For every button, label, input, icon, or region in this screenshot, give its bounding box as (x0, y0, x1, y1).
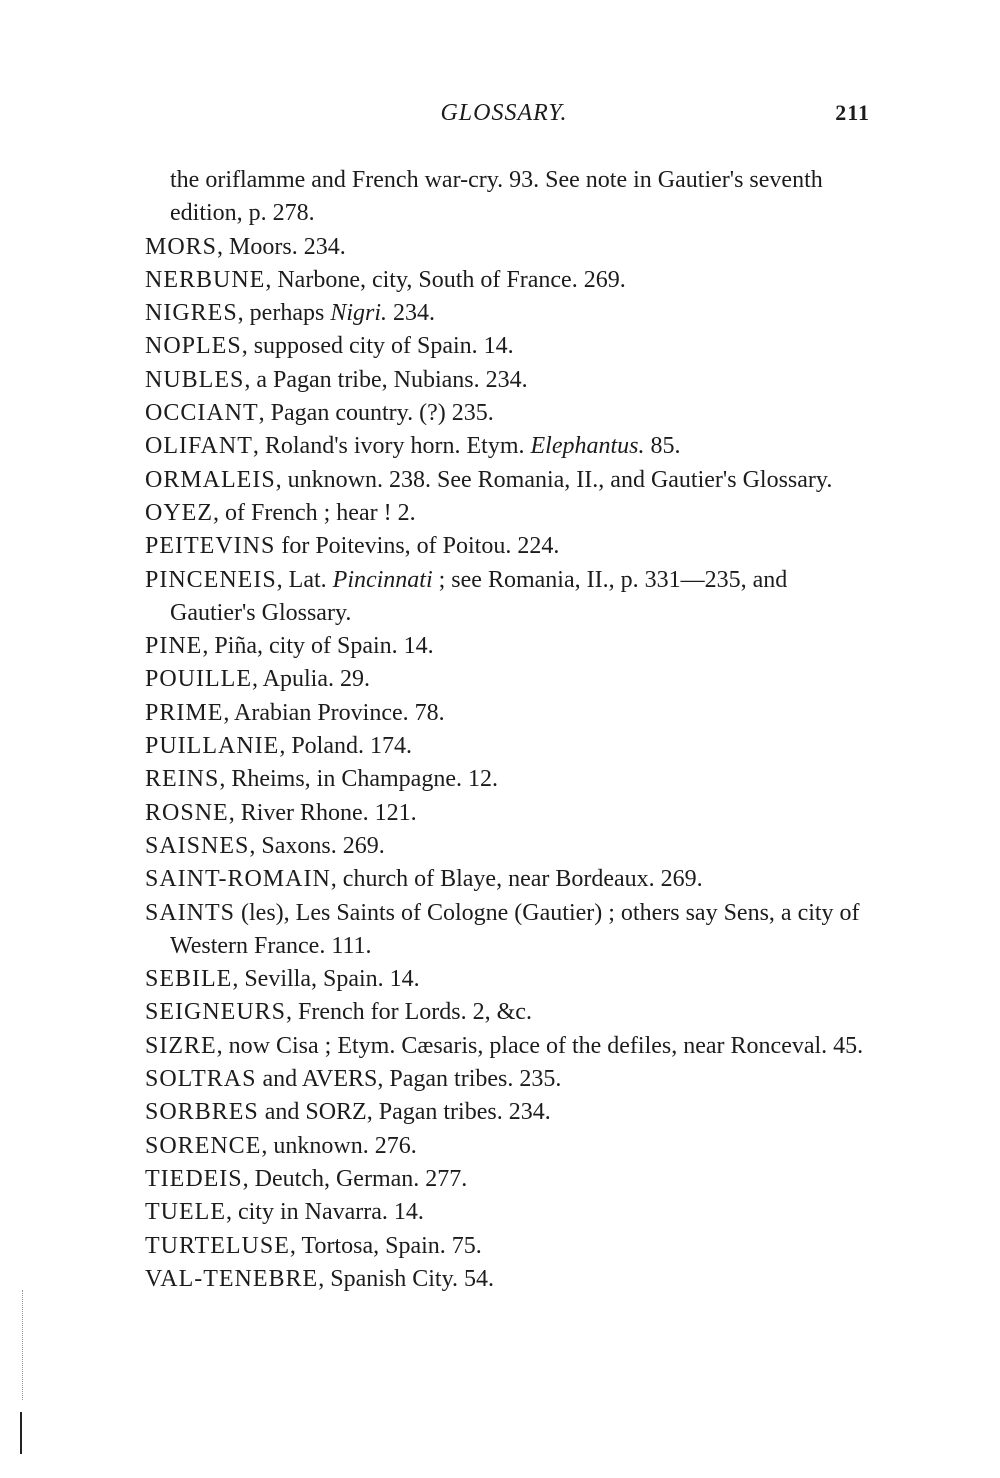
entry-gloss: , Spanish City. 54. (318, 1265, 495, 1292)
glossary-entry (145, 1196, 870, 1229)
entry-term: SOLTRAS (145, 1066, 257, 1093)
entry-gloss: , French for Lords. 2, &c. (286, 999, 532, 1026)
glossary-entry (145, 863, 870, 896)
glossary-entry (145, 1263, 870, 1296)
glossary-entry (145, 330, 870, 363)
glossary-entry (145, 1096, 870, 1129)
entry-term: OYEZ (145, 499, 213, 526)
glossary-entry (145, 231, 870, 264)
page-number: 211 (835, 100, 870, 125)
entry-term: POUILLE (145, 666, 252, 693)
entry-term: NUBLES (145, 366, 245, 393)
entry-term: ORMALEIS (145, 466, 276, 493)
entry-term: SEIGNEURS (145, 999, 287, 1026)
glossary-entry (145, 1063, 870, 1096)
glossary-entry (145, 1130, 870, 1163)
entry-gloss: , city in Navarra. 14. (225, 1199, 424, 1226)
entry-term: NERBUNE (145, 266, 266, 293)
entry-gloss: for Poitevins, of Poitou. 224. (275, 533, 560, 560)
gloss-text: ; see Romania, II., p. 331—235, and Gautier's Glossary. (170, 566, 788, 626)
glossary-entry (145, 897, 870, 964)
entry-term: NOPLES (145, 333, 242, 360)
glossary-entry (145, 497, 870, 530)
entry-gloss: , a Pagan tribe, Nubians. 234. (244, 366, 528, 393)
entry-term: PINE (145, 633, 203, 660)
glossary-entry (145, 530, 870, 563)
entry-gloss: and SORZ, Pagan tribes. 234. (258, 1099, 551, 1126)
entry-gloss: , Narbone, city, South of France. 269. (265, 266, 626, 293)
entry-gloss: , unknown. 238. See Romania, II., and Gautier's Glossary. (275, 466, 833, 493)
entry-gloss: , River Rhone. 121. (228, 799, 417, 826)
gloss-text: 85. (644, 433, 681, 460)
entry-term: PRIME (145, 699, 224, 726)
entry-term: TIEDEIS (145, 1165, 243, 1192)
glossary-entry (145, 430, 870, 463)
glossary-entry (145, 464, 870, 497)
entry-gloss: , Apulia. 29. (251, 666, 370, 693)
entry-term: SAISNES (145, 832, 250, 859)
glossary-entry (145, 164, 870, 231)
glossary-entry (145, 297, 870, 330)
entry-gloss: , Moors. 234. (217, 233, 346, 260)
entry-term: SORENCE (145, 1132, 262, 1159)
glossary-list (145, 164, 870, 1296)
glossary-entry (145, 264, 870, 297)
entry-gloss: , Tortosa, Spain. 75. (289, 1232, 482, 1259)
glossary-entry (145, 963, 870, 996)
glossary-entry (145, 397, 870, 430)
glossary-entry (145, 797, 870, 830)
entry-term: TUELE (145, 1199, 226, 1226)
entry-term: OCCIANT (145, 400, 259, 427)
entry-gloss: , Poland. 174. (279, 733, 412, 760)
entry-term: SIZRE (145, 1032, 217, 1059)
glossary-entry (145, 1230, 870, 1263)
gloss-text: 234. (387, 300, 435, 327)
entry-gloss: , Arabian Province. 78. (223, 699, 445, 726)
entry-gloss: , church of Blaye, near Bordeaux. 269. (330, 866, 703, 893)
scan-speckle (22, 1290, 25, 1400)
entry-gloss: , of French ; hear ! 2. (212, 499, 416, 526)
entry-gloss: and AVERS, Pagan tribes. 235. (256, 1066, 562, 1093)
entry-gloss: (les), Les Saints of Cologne (Gautier) ; others say Sens, a city of Western France. 111. (170, 899, 860, 959)
glossary-entry (145, 830, 870, 863)
glossary-entry (145, 630, 870, 663)
entry-gloss (238, 300, 435, 326)
entry-gloss: , Sevilla, Spain. 14. (232, 966, 420, 993)
entry-gloss: , Rheims, in Champagne. 12. (219, 766, 498, 793)
entry-term: ROSNE (145, 799, 229, 826)
entry-gloss: , now Cisa ; Etym. Cæsaris, place of the defiles, near Ronceval. 45. (216, 1032, 864, 1059)
gloss-text: , Roland's ivory horn. Etym. (252, 433, 531, 460)
entry-term: OLIFANT (145, 433, 253, 460)
glossary-entry (145, 564, 870, 631)
gloss-text: , perhaps (237, 300, 331, 327)
glossary-entry (145, 730, 870, 763)
gloss-italic: Elephantus. (530, 433, 645, 460)
running-title: GLOSSARY. (440, 100, 568, 126)
entry-gloss: , Saxons. 269. (249, 832, 385, 859)
entry-term: MORS (145, 233, 218, 260)
gloss-italic: Pincinnati (332, 566, 433, 593)
glossary-entry (145, 364, 870, 397)
glossary-entry (145, 763, 870, 796)
entry-term: REINS (145, 766, 220, 793)
glossary-entry (145, 1163, 870, 1196)
entry-term: SAINT-ROMAIN (145, 866, 331, 893)
entry-gloss: , supposed city of Spain. 14. (241, 333, 514, 360)
entry-term: PINCENEIS (145, 566, 277, 593)
entry-term: PEITEVINS (145, 533, 276, 560)
entry-gloss: , unknown. 276. (261, 1132, 417, 1159)
glossary-entry (145, 663, 870, 696)
entry-term: SAINTS (145, 899, 236, 926)
entry-gloss: , Deutch, German. 277. (242, 1165, 468, 1192)
glossary-entry (145, 996, 870, 1029)
scan-edge-mark (20, 1412, 22, 1454)
entry-term: SEBILE (145, 966, 233, 993)
entry-gloss: , Pagan country. (?) 235. (258, 400, 494, 427)
gloss-text: , Lat. (276, 566, 333, 593)
entry-term: PUILLANIE (145, 733, 280, 760)
gloss-italic: Nigri. (330, 300, 387, 327)
glossary-entry (145, 697, 870, 730)
entry-gloss (253, 433, 681, 459)
entry-term: TURTELUSE (145, 1232, 290, 1259)
entry-gloss: , Piña, city of Spain. 14. (202, 633, 434, 660)
glossary-entry (145, 1030, 870, 1063)
entry-term: SORBRES (145, 1099, 259, 1126)
entry-term: NIGRES (145, 300, 238, 327)
entry-term: VAL-TENEBRE (145, 1265, 319, 1292)
entry-gloss: the oriflamme and French war-cry. 93. See note in Gautier's seventh edition, p. 278. (170, 167, 823, 227)
